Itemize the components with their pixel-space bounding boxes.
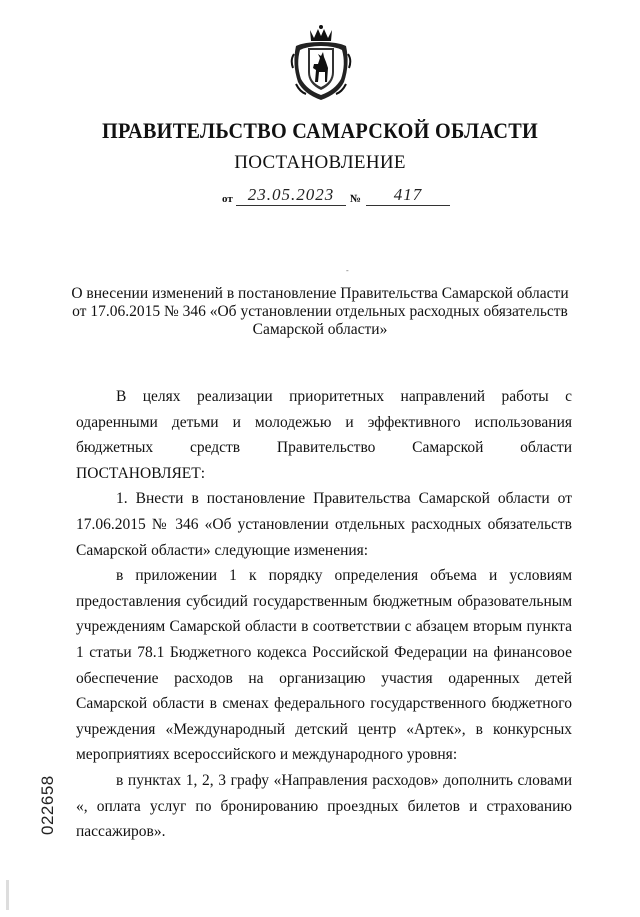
body-paragraph: в пунктах 1, 2, 3 графу «Направления расходов» дополнить словами «, оплата услуг по бронированию проездных билетов и страхованию пассажиров». [76, 771, 572, 841]
subject-line: О внесении изменений в постановление Правительства Самарской области [71, 285, 569, 302]
body-paragraph: 1. Внести в постановление Правительства Самарской области от 17.06.2015 № 346 «Об установлении отдельных расходных обязательств Самарской области» следующие изменения: [76, 490, 572, 559]
subject-line: Самарской области» [252, 321, 388, 338]
serial-number: 022658 [38, 775, 57, 835]
document-number: 417 [366, 185, 450, 206]
scan-artifact [6, 880, 9, 910]
coat-of-arms-icon [290, 24, 352, 102]
body-paragraph: в приложении 1 к порядку определения объема и условиям предоставления субсидий государственным бюджетным образовательным учреждениям Самарской области в соответствии с абзацем вторым пункта 1 статьи 78.1 Бюджетного кодекса Российской Федерации на финансовое обеспечение расходов на организацию участия одаренных детей Самарской области в сменах федерального государственного бюджетного учреждения «Международный детский центр «Артек», в конкурсных мероприятиях всероссийского и международного уровня: [76, 567, 572, 764]
subject-line: от 17.06.2015 № 346 «Об установлении отдельных расходных обязательств [72, 303, 568, 320]
date-label: от [222, 193, 233, 205]
government-title: ПРАВИТЕЛЬСТВО САМАРСКОЙ ОБЛАСТИ [101, 118, 539, 143]
date-number-line [222, 184, 432, 208]
body-paragraph: В целях реализации приоритетных направлений работы с одаренными детьми и молодежью и эффективного использования бюджетных средств Правительство Самарской области ПОСТАНОВЛЯЕТ: [76, 388, 572, 482]
document-date: 23.05.2023 [236, 185, 346, 206]
number-label: № [350, 193, 362, 205]
scan-mark: - [346, 266, 349, 275]
document-body [76, 384, 572, 845]
document-type: ПОСТАНОВЛЕНИЕ [234, 152, 406, 173]
document-subject [70, 285, 570, 339]
